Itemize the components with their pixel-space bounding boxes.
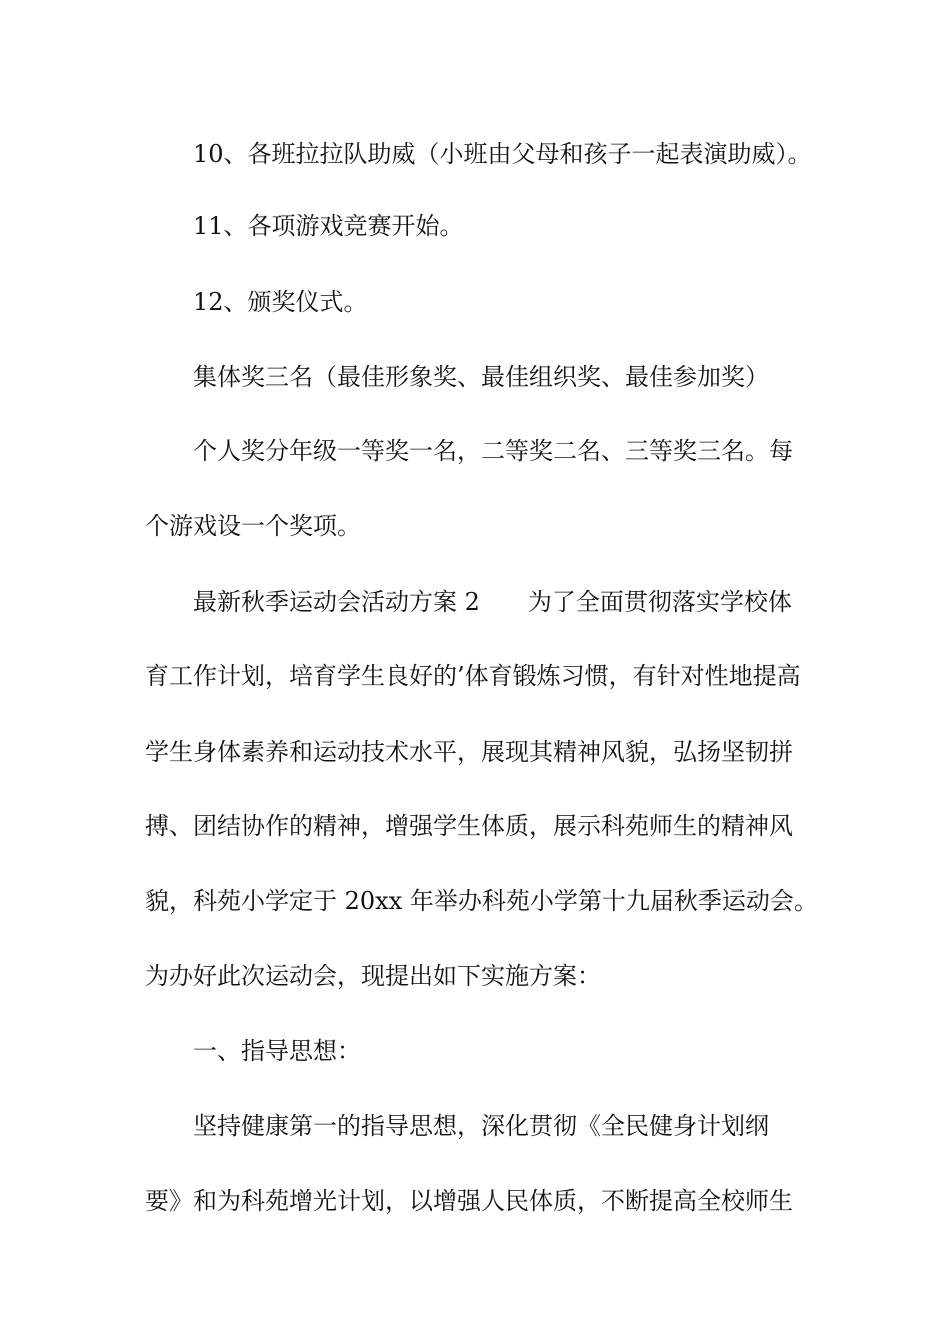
paragraph-line: 育工作计划，培育学生良好的’体育锻炼习惯，有针对性地提高 xyxy=(145,662,801,690)
paragraph-line-item-11: 11、各项游戏竞赛开始。 xyxy=(193,212,464,240)
section-title: 最新秋季运动会活动方案 2 xyxy=(193,588,480,616)
paragraph-line-individual-award: 个人奖分年级一等奖一名，二等奖二名、三等奖三名。每 xyxy=(193,437,793,465)
subheading-guiding-ideology: 一、指导思想： xyxy=(193,1037,361,1065)
paragraph-line: 要》和为科苑增光计划，以增强人民体质，不断提高全校师生 xyxy=(145,1187,793,1215)
paragraph-line-individual-award-cont: 个游戏设一个奖项。 xyxy=(145,512,361,540)
section-heading-line xyxy=(193,585,863,619)
paragraph-line: 为办好此次运动会，现提出如下实施方案： xyxy=(145,962,601,990)
paragraph-line: 学生身体素养和运动技术水平，展现其精神风貌，弘扬坚韧拼 xyxy=(145,738,793,766)
section-intro-start: 为了全面贯彻落实学校体 xyxy=(527,588,792,616)
paragraph-line-item-10: 10、各班拉拉队助威（小班由父母和孩子一起表演助威）。 xyxy=(193,140,812,168)
paragraph-line: 搏、团结协作的精神，增强学生体质，展示科苑师生的精神风 xyxy=(145,812,793,840)
paragraph-line: 貌，科苑小学定于 20xx 年举办科苑小学第十九届秋季运动会。 xyxy=(145,887,818,915)
paragraph-line: 坚持健康第一的指导思想，深化贯彻《全民健身计划纲 xyxy=(193,1112,769,1140)
paragraph-line-collective-award: 集体奖三名（最佳形象奖、最佳组织奖、最佳参加奖） xyxy=(193,363,769,391)
paragraph-line-item-12: 12、颁奖仪式。 xyxy=(193,288,368,316)
